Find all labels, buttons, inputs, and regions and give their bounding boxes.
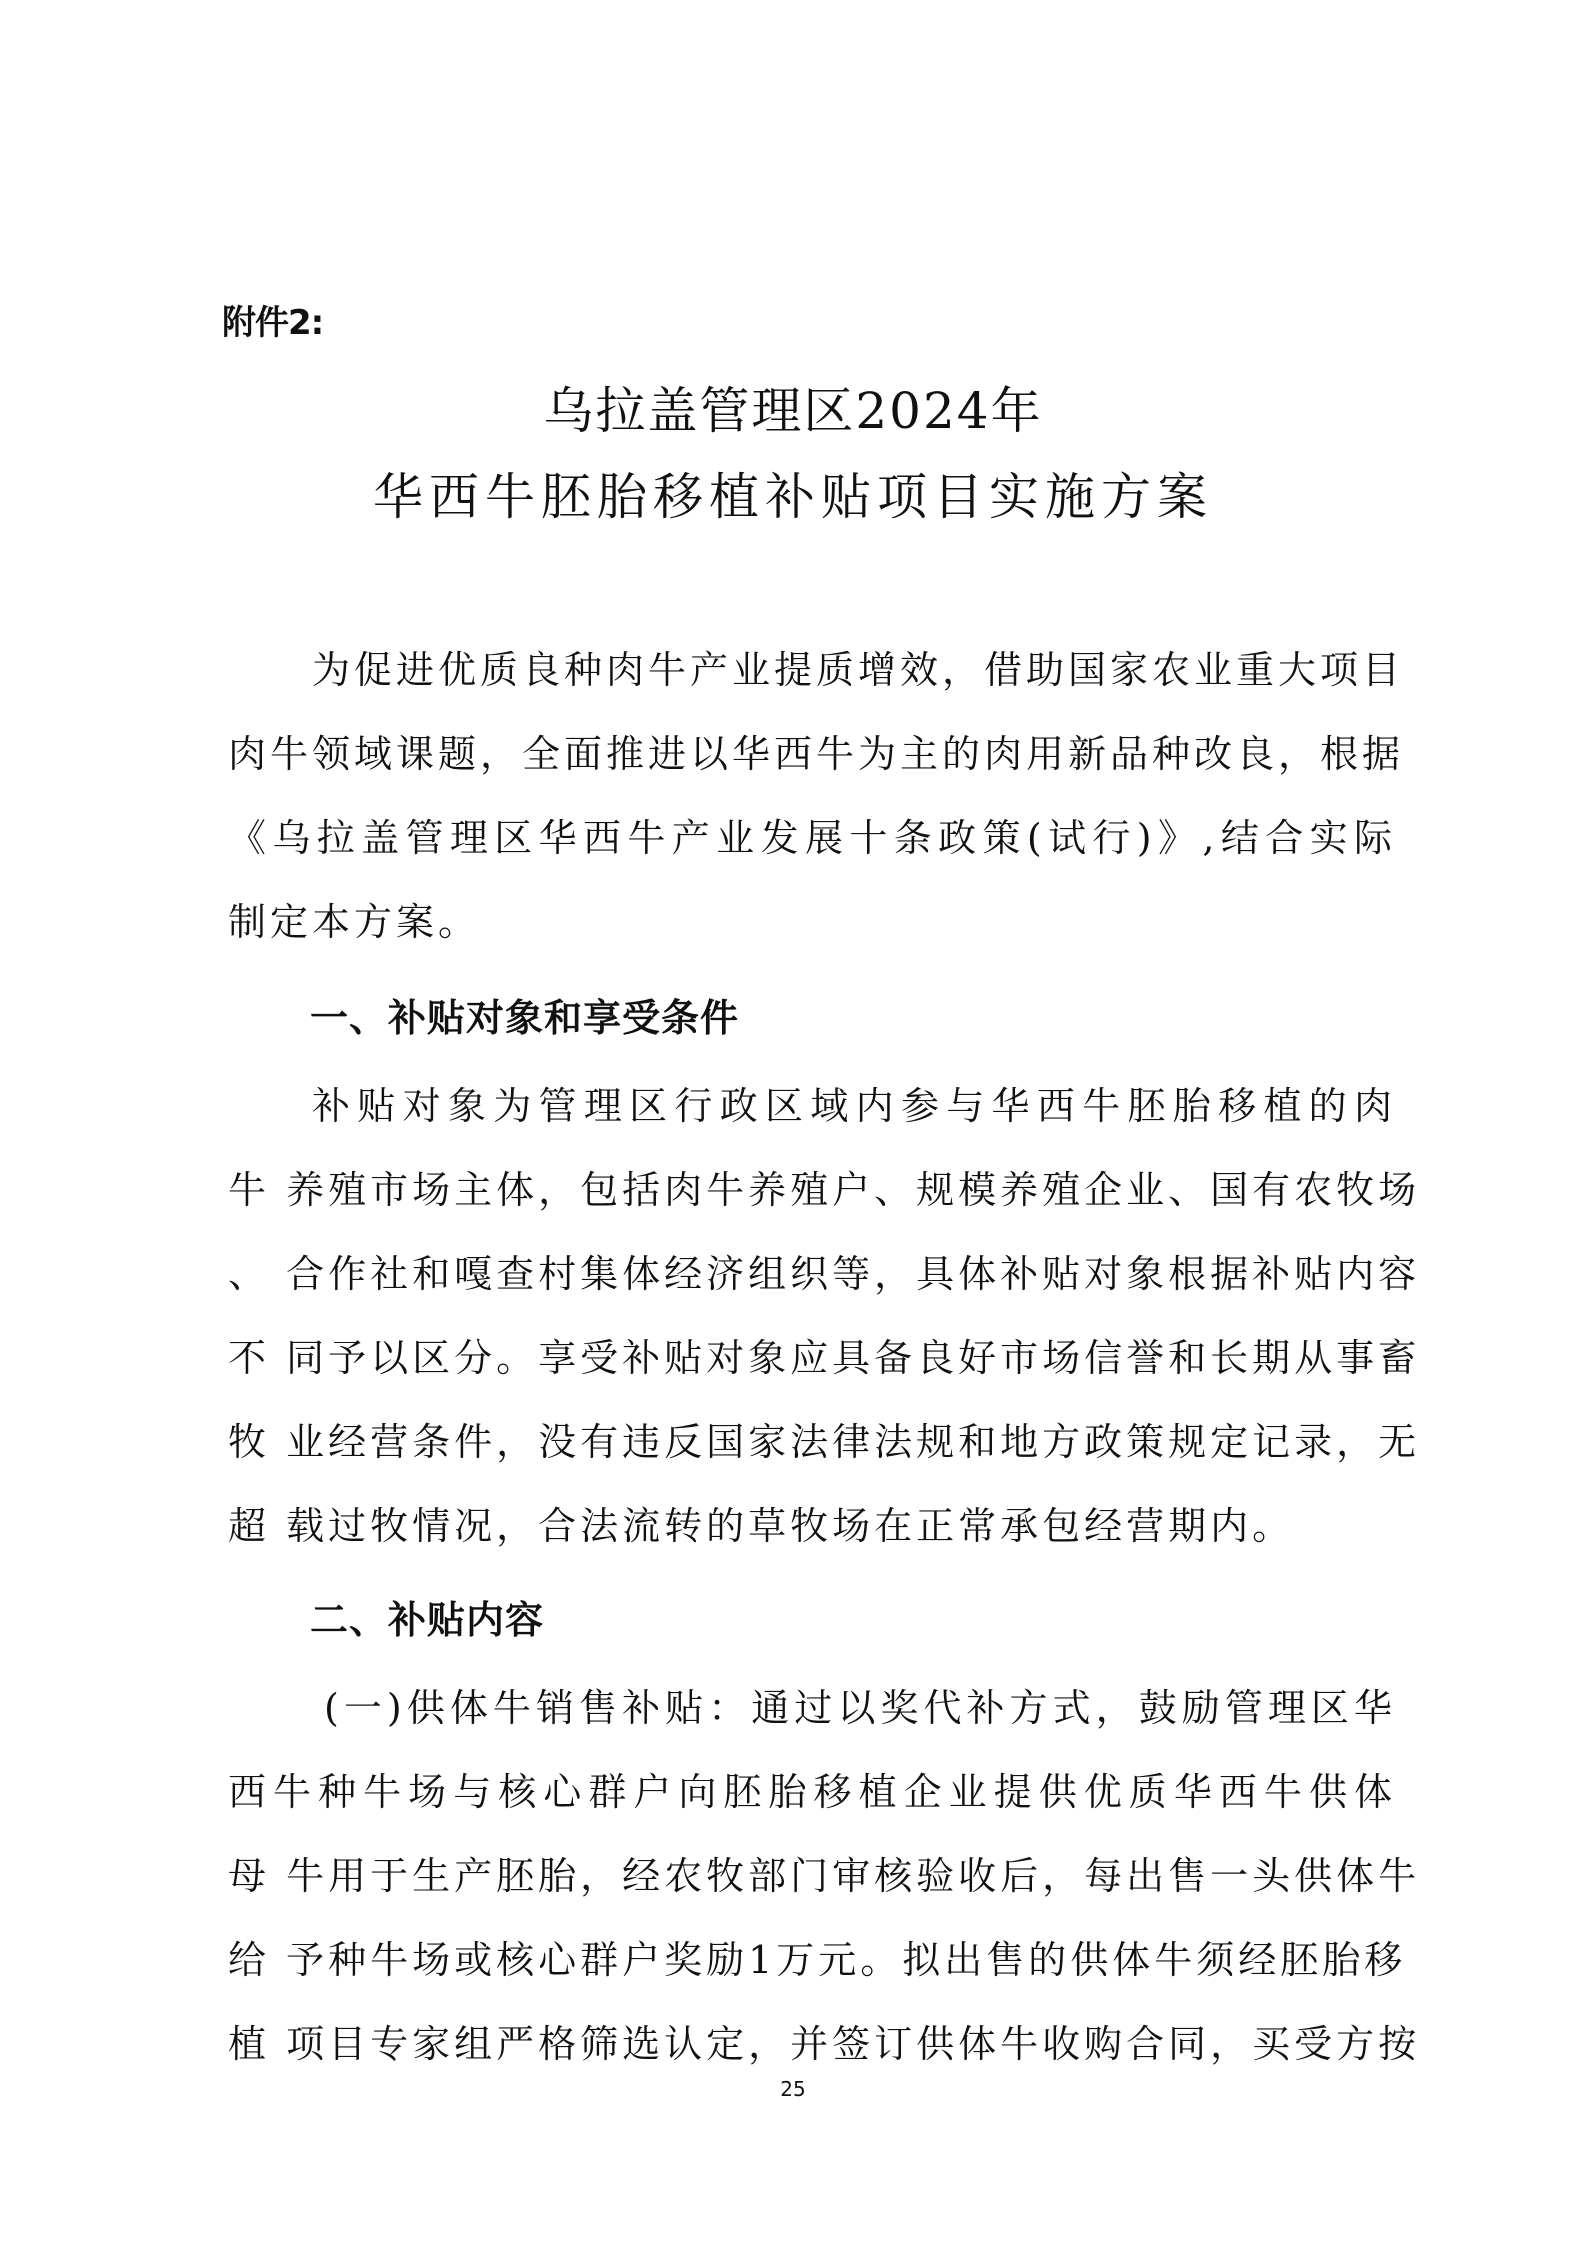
- section-2-heading: 二、补贴内容: [310, 1598, 545, 1642]
- paragraph-line: 、 合作社和嘎查村集体经济组织等，具体补贴对象根据补贴内容: [228, 1252, 1421, 1296]
- paragraph-line: 西牛种牛场与核心群户向胚胎移植企业提供优质华西牛供体: [228, 1770, 1396, 1814]
- paragraph-line: 母 牛用于生产胚胎，经农牧部门审核验收后，每出售一头供体牛: [228, 1854, 1421, 1898]
- paragraph-line: 不 同予以区分。享受补贴对象应具备良好市场信誉和长期从事畜: [228, 1336, 1421, 1380]
- intro-paragraph: [228, 628, 1405, 964]
- document-title-line-1: 乌拉盖管理区2024年: [543, 382, 1043, 440]
- paragraph-line: 牛 养殖市场主体，包括肉牛养殖户、规模养殖企业、国有农牧场: [228, 1168, 1421, 1212]
- paragraph-line: 给 予种牛场或核心群户奖励1万元。拟出售的供体牛须经胚胎移: [228, 1938, 1407, 1982]
- section-1-paragraph: [228, 1064, 1421, 1568]
- paragraph-line: 《乌拉盖管理区华西牛产业发展十条政策(试行)》,结合实际: [228, 816, 1396, 860]
- paragraph-line: 肉牛领域课题，全面推进以华西牛为主的肉用新品种改良，根据: [228, 732, 1405, 776]
- page-number: 25: [780, 2077, 806, 2101]
- paragraph-line: 制定本方案。: [228, 900, 481, 944]
- paragraph-line: 补贴对象为管理区行政区域内参与华西牛胚胎移植的肉: [312, 1084, 1396, 1128]
- section-2-paragraph: [228, 1666, 1421, 2086]
- document-title-line-2: 华西牛胚胎移植补贴项目实施方案: [373, 468, 1213, 526]
- subsection-text: ：通过以奖代补方式，鼓励管理区华: [708, 1686, 1396, 1730]
- paragraph-line: 为促进优质良种肉牛产业提质增效，借助国家农业重大项目: [312, 648, 1405, 692]
- attachment-label: 附件2:: [222, 303, 324, 343]
- paragraph-line: 超 载过牧情况，合法流转的草牧场在正常承包经营期内。: [228, 1504, 1295, 1548]
- subsection-label: (一)供体牛销售补贴: [324, 1686, 709, 1730]
- section-1-heading: 一、补贴对象和享受条件: [310, 996, 740, 1040]
- paragraph-line: 牧 业经营条件，没有违反国家法律法规和地方政策规定记录，无: [228, 1420, 1421, 1464]
- paragraph-line: 植 项目专家组严格筛选认定，并签订供体牛收购合同，买受方按: [228, 2022, 1421, 2066]
- paragraph-line: [228, 1666, 1396, 1750]
